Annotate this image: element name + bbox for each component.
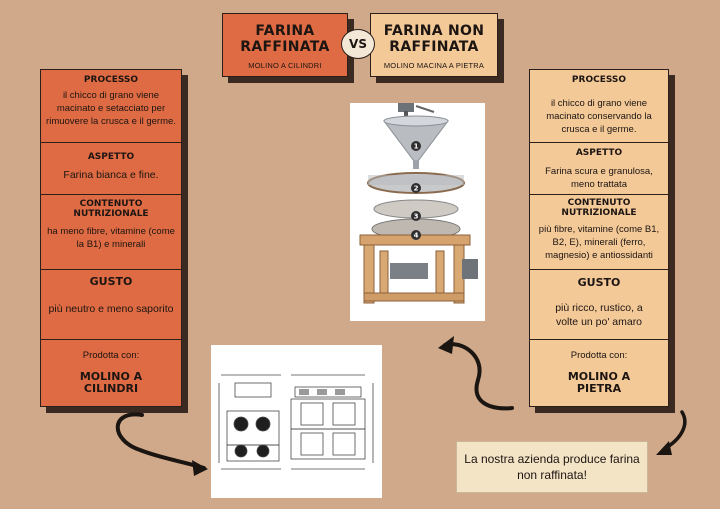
unrefined-subtitle: MOLINO MACINA A PIETRA xyxy=(383,61,485,70)
arrow-head-photo xyxy=(438,336,454,354)
photo-label-3: 3 xyxy=(413,212,419,221)
refined-process-text: il chicco di grano viene macinato e setacciato per rimuovere la crusca e il germe. xyxy=(46,90,176,127)
refined-appearance-heading: ASPETTO xyxy=(87,152,135,162)
unrefined-taste-text: più ricco, rustico, a volte un po' amaro xyxy=(555,302,643,328)
photo-label-4: 4 xyxy=(413,231,419,240)
unrefined-appearance-heading: ASPETTO xyxy=(575,148,623,158)
unrefined-produced-label: Prodotta con: xyxy=(570,350,628,361)
refined-produced-label: Prodotta con: xyxy=(82,350,140,361)
unrefined-process-heading: PROCESSO xyxy=(571,75,627,85)
unrefined-nutrition-text: più fibre, vitamine (come B1, B2, E), minerali (ferro, magnesio) e antiossidanti xyxy=(538,224,660,261)
refined-taste-heading: GUSTO xyxy=(89,275,133,288)
photo-label-1: 1 xyxy=(413,142,419,151)
arrow-head-note xyxy=(656,441,672,455)
vs-badge: VS xyxy=(341,29,375,59)
refined-appearance-text: Farina bianca e fine. xyxy=(63,169,159,181)
refined-process-heading: PROCESSO xyxy=(83,75,139,85)
unrefined-appearance-text: Farina scura e granulosa, meno trattata xyxy=(545,166,653,190)
arrow-to-drawing xyxy=(118,414,204,468)
unrefined-title: FARINA NON RAFFINATA xyxy=(383,23,485,55)
refined-taste-text: più neutro e meno saporito xyxy=(48,303,174,315)
arrow-to-photo xyxy=(445,344,512,408)
company-note-text: La nostra azienda produce farina non raffinata! xyxy=(464,452,640,482)
unrefined-nutrition-heading: CONTENUTO NUTRIZIONALE xyxy=(561,198,637,218)
refined-machine-name: MOLINO A CILINDRI xyxy=(79,370,143,395)
refined-nutrition-heading: CONTENUTO NUTRIZIONALE xyxy=(73,199,149,219)
company-note xyxy=(456,441,648,493)
unrefined-process-text: il chicco di grano viene macinato conservando la crusca e il germe. xyxy=(546,98,652,135)
refined-subtitle: MOLINO A CILINDRI xyxy=(248,61,322,70)
unrefined-machine-name: MOLINO A PIETRA xyxy=(567,370,631,395)
unrefined-taste-heading: GUSTO xyxy=(577,276,621,289)
arrow-head-drawing xyxy=(192,460,208,476)
refined-title: FARINA RAFFINATA xyxy=(240,23,330,55)
refined-nutrition-text: ha meno fibre, vitamine (come la B1) e minerali xyxy=(47,226,175,250)
photo-label-2: 2 xyxy=(413,184,419,193)
